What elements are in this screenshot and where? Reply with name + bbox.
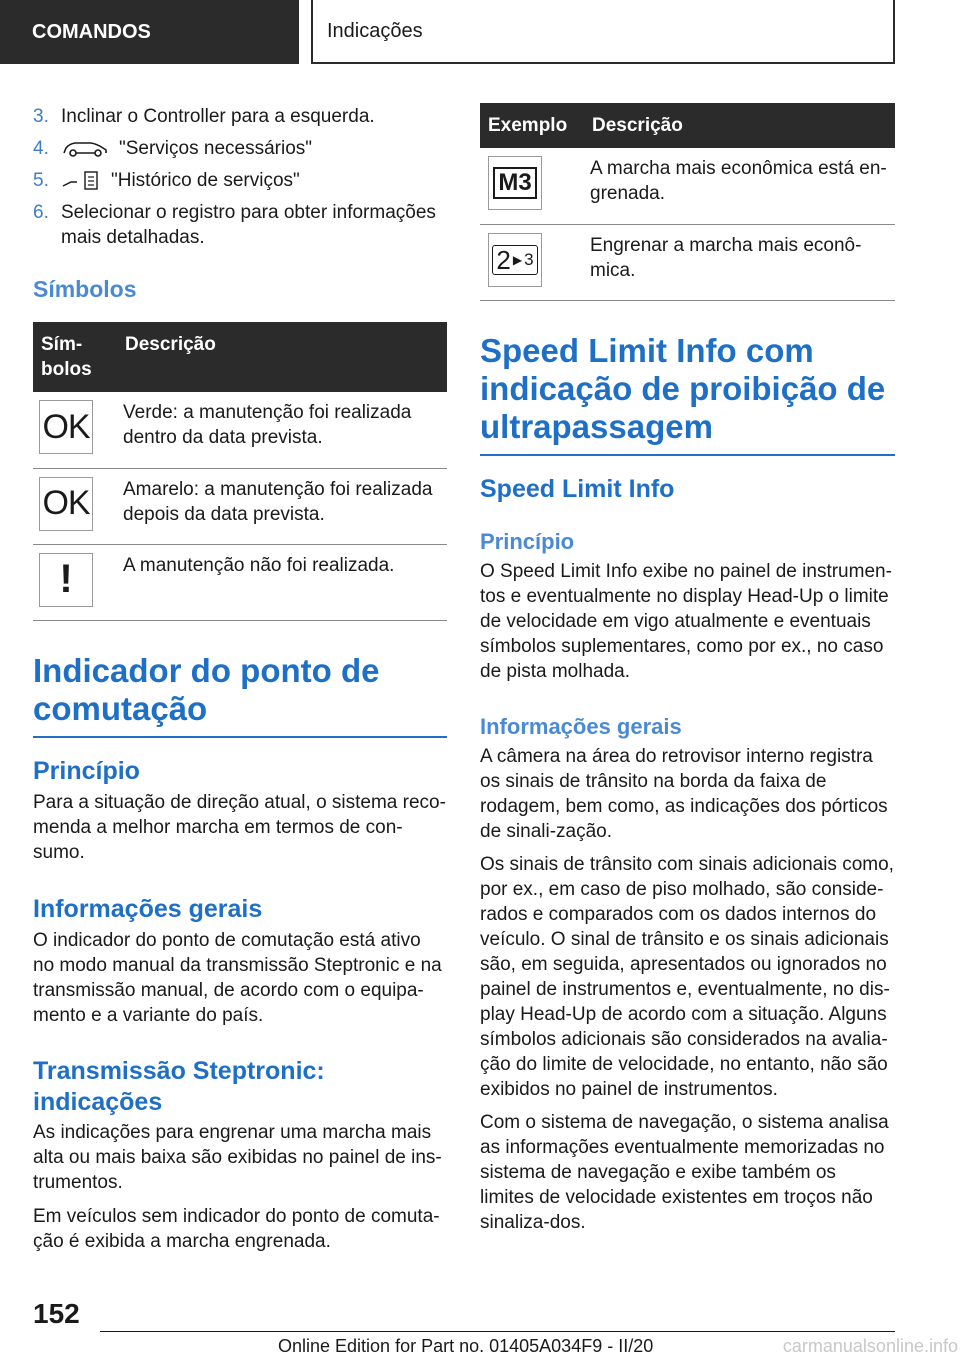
car-service-icon	[61, 139, 109, 159]
watermark: carmanualsonline.info	[782, 1336, 958, 1356]
steptronic-text-2: Em veículos sem indicador do ponto de comuta-ção é exibida a marcha engrenada.	[33, 1206, 440, 1252]
table-row	[33, 544, 447, 620]
example-table	[480, 103, 895, 301]
speed-info-text-2: Os sinais de trânsito com sinais adicionais como, por ex., em caso de piso molhado, são conside-rados e comparados com os dados internos do veículo. O sinal de trânsito e os sinais adicionais são, em seguida, apresentados ou ignorados no painel de instrumentos e, eventualmente, no dis-play Head-Up de acordo com a situação. Alguns símbolos adicionais são considerados na avalia-ção do limite de velocidade, no entanto, não são exibidos no painel de instrumentos.	[480, 854, 894, 1100]
column-header: Exemplo	[480, 103, 584, 148]
table-row	[33, 468, 447, 544]
table-row	[480, 148, 895, 224]
footer-divider	[100, 1331, 895, 1332]
table-row	[480, 224, 895, 300]
symbols-table	[33, 322, 447, 621]
step-text: Inclinar o Controller para a esquerda.	[61, 106, 375, 127]
step-number: 5.	[33, 170, 49, 191]
step-text: "Serviços necessários"	[119, 138, 313, 159]
speed-info-text-3: Com o sistema de navegação, o sistema analisa as informações eventualmente memorizadas no sistema de navegação e exibe também os limites de velocidade existentes em troços não sinaliza-dos.	[480, 1112, 889, 1233]
simbolos-heading: Símbolos	[33, 276, 137, 302]
steptronic-heading: Transmissão Steptronic: indicações	[33, 1057, 325, 1116]
section-tab	[0, 0, 299, 64]
step-number: 6.	[33, 202, 49, 223]
step-number: 3.	[33, 106, 49, 127]
step-number: 4.	[33, 138, 49, 159]
info-text: O indicador do ponto de comutação está ativo no modo manual da transmissão Steptronic e na transmissão manual, de acordo com o equipa-mento e a variante do país.	[33, 930, 442, 1026]
step-text: Selecionar o registro para obter informações mais detalhadas.	[61, 202, 436, 248]
table-row	[33, 392, 447, 468]
page-header	[311, 0, 895, 64]
list-item	[33, 168, 447, 193]
table-cell: A marcha mais econômica está en-grenada.	[584, 148, 895, 224]
page-header-title: Indicações	[327, 19, 423, 42]
steptronic-text-1: As indicações para engrenar uma marcha mais alta ou mais baixa são exibidas no painel de ins-trumentos.	[33, 1122, 442, 1193]
edition-text: Online Edition for Part no. 01405A034F9 - II/20	[278, 1336, 654, 1356]
info-heading: Informações gerais	[33, 895, 263, 923]
ok-symbol-icon: OK	[39, 400, 93, 454]
table-header-row	[480, 103, 895, 148]
page-number: 152	[33, 1298, 80, 1329]
column-header: Descrição	[117, 322, 447, 392]
section-heading: Indicador do ponto de comutação	[33, 652, 447, 738]
service-history-icon	[61, 170, 101, 192]
list-item	[33, 136, 447, 161]
section-title: COMANDOS	[32, 20, 151, 43]
exclamation-icon: !	[39, 553, 93, 607]
table-cell: Verde: a manutenção foi realizada dentro da data prevista.	[117, 392, 447, 468]
principio-text: Para a situação de direção atual, o sistema reco-menda a melhor marcha em termos de con-sumo.	[33, 792, 446, 863]
list-item	[33, 104, 447, 129]
table-cell: Engrenar a marcha mais econô-mica.	[584, 224, 895, 300]
upshift-gear-icon: 2 ▶ 3	[488, 233, 542, 287]
list-item	[33, 200, 447, 250]
ok-symbol-icon: OK	[39, 477, 93, 531]
column-header: Sím- bolos	[33, 322, 117, 392]
steps-list	[33, 104, 447, 257]
speed-limit-subheading: Speed Limit Info	[480, 475, 675, 503]
speed-principio-heading: Princípio	[480, 529, 575, 554]
speed-info-text-1: A câmera na área do retrovisor interno registra os sinais de trânsito na borda da faixa de rodagem, bem como, as indicações dos pórticos de sinali-zação.	[480, 746, 888, 842]
table-cell: Amarelo: a manutenção foi realizada depois da data prevista.	[117, 468, 447, 544]
section-heading: Speed Limit Info com indicação de proibição de ultrapassagem	[480, 332, 895, 456]
principio-heading: Princípio	[33, 757, 140, 785]
table-header-row	[33, 322, 447, 392]
m3-gear-icon: M3	[488, 156, 542, 210]
step-text: "Histórico de serviços"	[111, 170, 300, 191]
table-cell: A manutenção não foi realizada.	[117, 544, 447, 620]
speed-principio-text: O Speed Limit Info exibe no painel de instrumen-tos e eventualmente no display Head-Up o limite de velocidade em vigo atualmente e eventuais símbolos suplementares, como por ex., no caso de pista molhada.	[480, 561, 892, 682]
column-header: Descrição	[584, 103, 895, 148]
speed-info-heading: Informações gerais	[480, 714, 682, 739]
